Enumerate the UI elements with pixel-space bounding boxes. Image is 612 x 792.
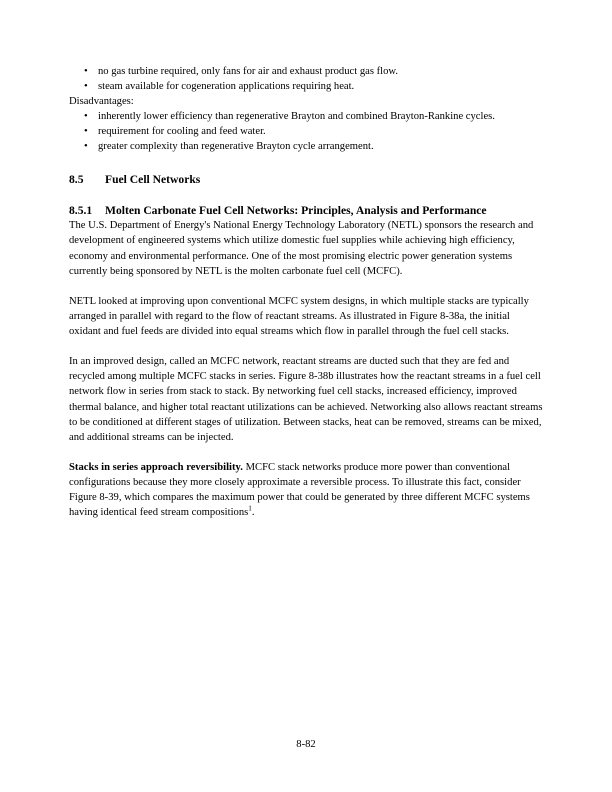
bullet-icon: •	[84, 81, 88, 93]
bullet-icon: •	[84, 66, 88, 77]
page-content	[69, 64, 544, 520]
spacer	[69, 445, 544, 460]
list-item-text: no gas turbine required, only fans for air and exhaust product gas flow.	[98, 66, 398, 77]
spacer	[69, 339, 544, 354]
list-item	[69, 109, 544, 124]
paragraph-reversibility	[69, 460, 544, 520]
paragraph-intro: The U.S. Department of Energy's National Energy Technology Laboratory (NETL) sponsors the research and development of engineered systems which utilize domestic fuel supplies while achieving high efficiency, economy and environmental performance. One of the most promising electric power generation systems currently being sponsored by NETL is the molten carbonate fuel cell (MCFC).	[69, 220, 534, 277]
list-item	[69, 124, 544, 139]
bullet-icon: •	[84, 141, 88, 153]
paragraph-improved-design: In an improved design, called an MCFC network, reactant streams are ducted such that they are fed and recycled among multiple MCFC stacks in series. Figure 8-38b illustrates how the reactant streams in a fuel cell network flow in series from stack to stack. By networking fuel cell stacks, increased efficiency, improved thermal balance, and higher total reactant utilizations can be achieved. Networking also allows reactant streams to be conditioned at different stages of utilization. Between stacks, heat can be removed, streams can be mixed, and additional streams can be injected.	[69, 356, 543, 443]
spacer	[69, 279, 544, 294]
paragraph-body-text: MCFC stack networks produce more power than conventional configurations because they more closely approximate a reversible process. To illustrate this fact, consider Figure 8-39, which compares the maximum power that could be generated by three different MCFC systems having identical feed stream compositions	[69, 461, 530, 519]
list-item-text: inherently lower efficiency than regenerative Brayton and combined Brayton-Rankine cycles.	[98, 111, 495, 123]
subsection-number: 8.5.1	[69, 203, 93, 217]
section-heading	[69, 172, 544, 187]
list-item	[69, 139, 544, 154]
bullet-icon: •	[84, 126, 88, 138]
section-title: Fuel Cell Networks	[105, 172, 201, 186]
spacer	[69, 155, 544, 172]
advantages-bullet-list	[69, 64, 544, 94]
disadvantages-bullet-list	[69, 109, 544, 154]
paragraph-conventional-design: NETL looked at improving upon conventional MCFC system designs, in which multiple stacks are typically arranged in parallel with regard to the flow of reactant streams. As illustrated in Figure 8-38a, the initial oxidant and fuel feeds are divided into equal streams which flow in parallel through the fuel cell stacks.	[69, 295, 529, 338]
list-item-text: steam available for cogeneration applications requiring heat.	[98, 81, 355, 93]
disadvantages-label: Disadvantages:	[69, 96, 134, 108]
list-item	[69, 64, 544, 79]
subsection-heading	[69, 203, 544, 218]
paragraph-tail: .	[251, 507, 255, 519]
paragraph-lead-in: Stacks in series approach reversibility.	[69, 461, 243, 473]
page-number-footer: 8-82	[296, 739, 316, 750]
bullet-icon: •	[84, 111, 88, 123]
section-number: 8.5	[69, 172, 84, 186]
list-item	[69, 79, 544, 94]
footnote-reference: 1	[248, 504, 252, 513]
list-item-text: requirement for cooling and feed water.	[98, 126, 266, 138]
subsection-title: Molten Carbonate Fuel Cell Networks: Principles, Analysis and Performance	[105, 203, 487, 217]
list-item-text: greater complexity than regenerative Brayton cycle arrangement.	[98, 141, 374, 153]
spacer	[69, 187, 544, 203]
